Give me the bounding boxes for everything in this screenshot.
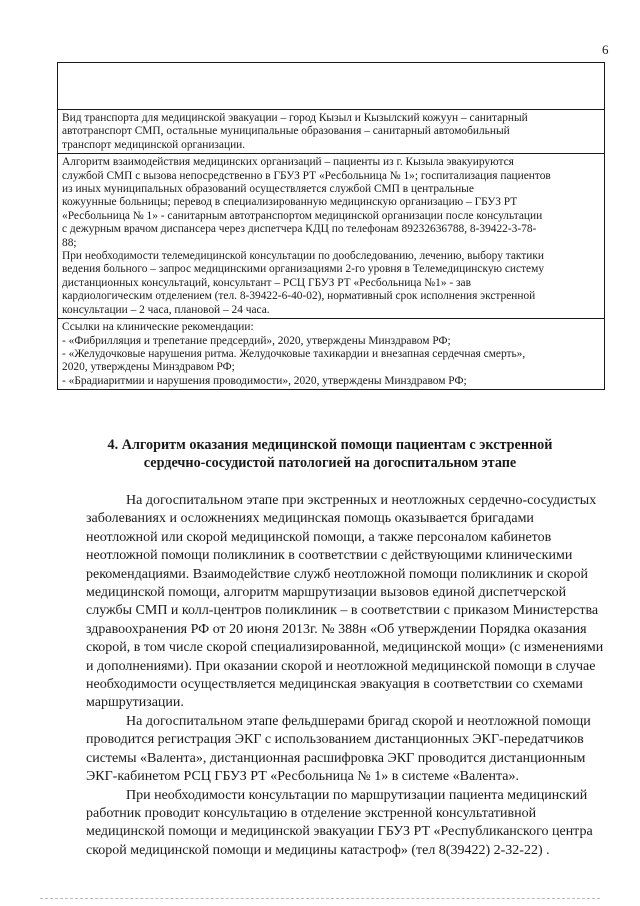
text-line: При необходимости консультации по маршрутизации пациента медицинский — [126, 787, 588, 803]
text-line: транспорт медицинской организации. — [62, 138, 246, 151]
text-line: с дежурным врачом диспансера через диспетчера КДЦ по телефонам 89232636788, 8-39422-3-78- — [62, 223, 537, 236]
table-empty-cell — [58, 63, 604, 110]
text-line: необходимости осуществляется медицинская эвакуация в соответствии со схемами — [86, 677, 583, 693]
text-line: скорой, в том числе скорой специализированной, медицинской мощи» (с изменениями — [86, 640, 604, 656]
references-cell — [58, 319, 604, 390]
text-line: 2020, утверждены Минздравом РФ; — [62, 361, 235, 374]
text-line: службой СМП с вызова непосредственно в ГБУЗ РТ «Ресбольница № 1»; госпитализация пациентов — [62, 169, 551, 182]
text-line: ЭКГ-кабинетом РСЦ ГБУЗ РТ «Ресбольница № 1» в системе «Валента». — [86, 769, 519, 785]
text-line: - «Фибрилляция и трепетание предсердий», 2020, утверждены Минздравом РФ; — [62, 334, 451, 347]
text-line: дистанционных консультаций, консультант – РСЦ ГБУЗ РТ «Ресбольница №1» - зав — [62, 276, 471, 289]
text-line: При необходимости телемедицинской консультации по дообследованию, лечению, выбору тактики — [62, 250, 545, 263]
footer-rule — [40, 898, 600, 899]
text-line: неотложной или скорой медицинской помощи, а также персоналом кабинетов — [86, 529, 552, 545]
text-line: 88; — [62, 236, 77, 249]
heading-line: 4. Алгоритм оказания медицинской помощи пациентам с экстренной — [107, 437, 553, 453]
info-table — [57, 62, 605, 390]
text-line: скорой медицинской помощи и медицины катастроф» (тел 8(39422) 2-32-22) . — [86, 842, 550, 858]
text-line: медицинской помощи и медицинской эвакуации ГБУЗ РТ «Республиканского центра — [86, 824, 593, 840]
text-line: ведения больного – запрос медицинскими организациями 2-го уровня в Телемедицинскую систему — [62, 263, 545, 276]
text-line: медицинской помощи, алгоритм маршрутизации вызовов единой диспетчерской — [86, 585, 567, 601]
text-line: - «Желудочковые нарушения ритма. Желудочковые тахикардии и внезапная сердечная смерть», — [62, 347, 526, 360]
paragraph — [86, 713, 610, 787]
section-body — [86, 492, 610, 860]
page-number: 6 — [602, 42, 609, 57]
text-line: кардиологическим отделением (тел. 8-39422-6-40-02), нормативный срок исполнения экстренной — [62, 290, 536, 303]
text-line: Вид транспорта для медицинской эвакуации – город Кызыл и Кызылский кожуун – санитарный — [62, 112, 528, 124]
text-line: рекомендациями. Взаимодействие служб неотложной помощи поликлиник и скорой — [86, 566, 588, 582]
text-line: из иных муниципальных образований осуществляется службой СМП в центральные — [62, 183, 474, 196]
text-line: и дополнениями). При оказании скорой и неотложной медицинской помощи в случае — [86, 658, 596, 674]
text-line: заболеваниях и осложнениях медицинская помощь оказывается бригадами — [86, 511, 534, 527]
text-line: службы СМП и колл-центров поликлиник – в соответствии с приказом Министерства — [86, 603, 599, 619]
text-line: кожуунные больницы; перевод в специализированную медицинскую организацию – ГБУЗ РТ — [62, 196, 518, 209]
paragraph — [86, 492, 610, 713]
text-line: На догоспитальном этапе при экстренных и неотложных сердечно-сосудистых — [126, 493, 597, 508]
text-line: проводится регистрация ЭКГ с использованием дистанционных ЭКГ-передатчиков — [86, 732, 584, 748]
section-heading — [60, 436, 600, 472]
text-line: работник проводит консультацию в отделение экстренной консультативной — [86, 805, 537, 821]
algorithm-cell — [58, 154, 604, 319]
heading-line: сердечно-сосудистой патологией на догоспитальном этапе — [143, 455, 517, 471]
paragraph — [86, 787, 610, 861]
text-line: автотранспорт СМП, остальные муниципальные образования – санитарный автомобильный — [62, 125, 510, 138]
text-line: здравоохранения РФ от 20 июня 2013г. № 388н «Об утверждении Порядка оказания — [86, 621, 587, 637]
text-line: консультации – 2 часа, плановой – 24 часа. — [62, 303, 270, 316]
text-line: неотложной помощи поликлиник в соответствии с действующими клиническими — [86, 548, 573, 564]
text-line: Алгоритм взаимодействия медицинских организаций – пациенты из г. Кызыла эвакуируются — [62, 156, 514, 169]
text-line: На догоспитальном этапе фельдшерами бригад скорой и неотложной помощи — [126, 713, 591, 729]
text-line: - «Брадиаритмии и нарушения проводимости», 2020, утверждены Минздравом РФ; — [62, 374, 467, 387]
text-line: маршрутизации. — [86, 695, 184, 711]
text-line: системы «Валента», дистанционная расшифровка ЭКГ проводится дистанционным — [86, 750, 586, 766]
transport-cell — [58, 110, 604, 154]
text-line: Ссылки на клинические рекомендации: — [62, 321, 254, 334]
text-line: «Ресбольница № 1» - санитарным автотранспортом медицинской организации после консультации — [62, 209, 543, 222]
